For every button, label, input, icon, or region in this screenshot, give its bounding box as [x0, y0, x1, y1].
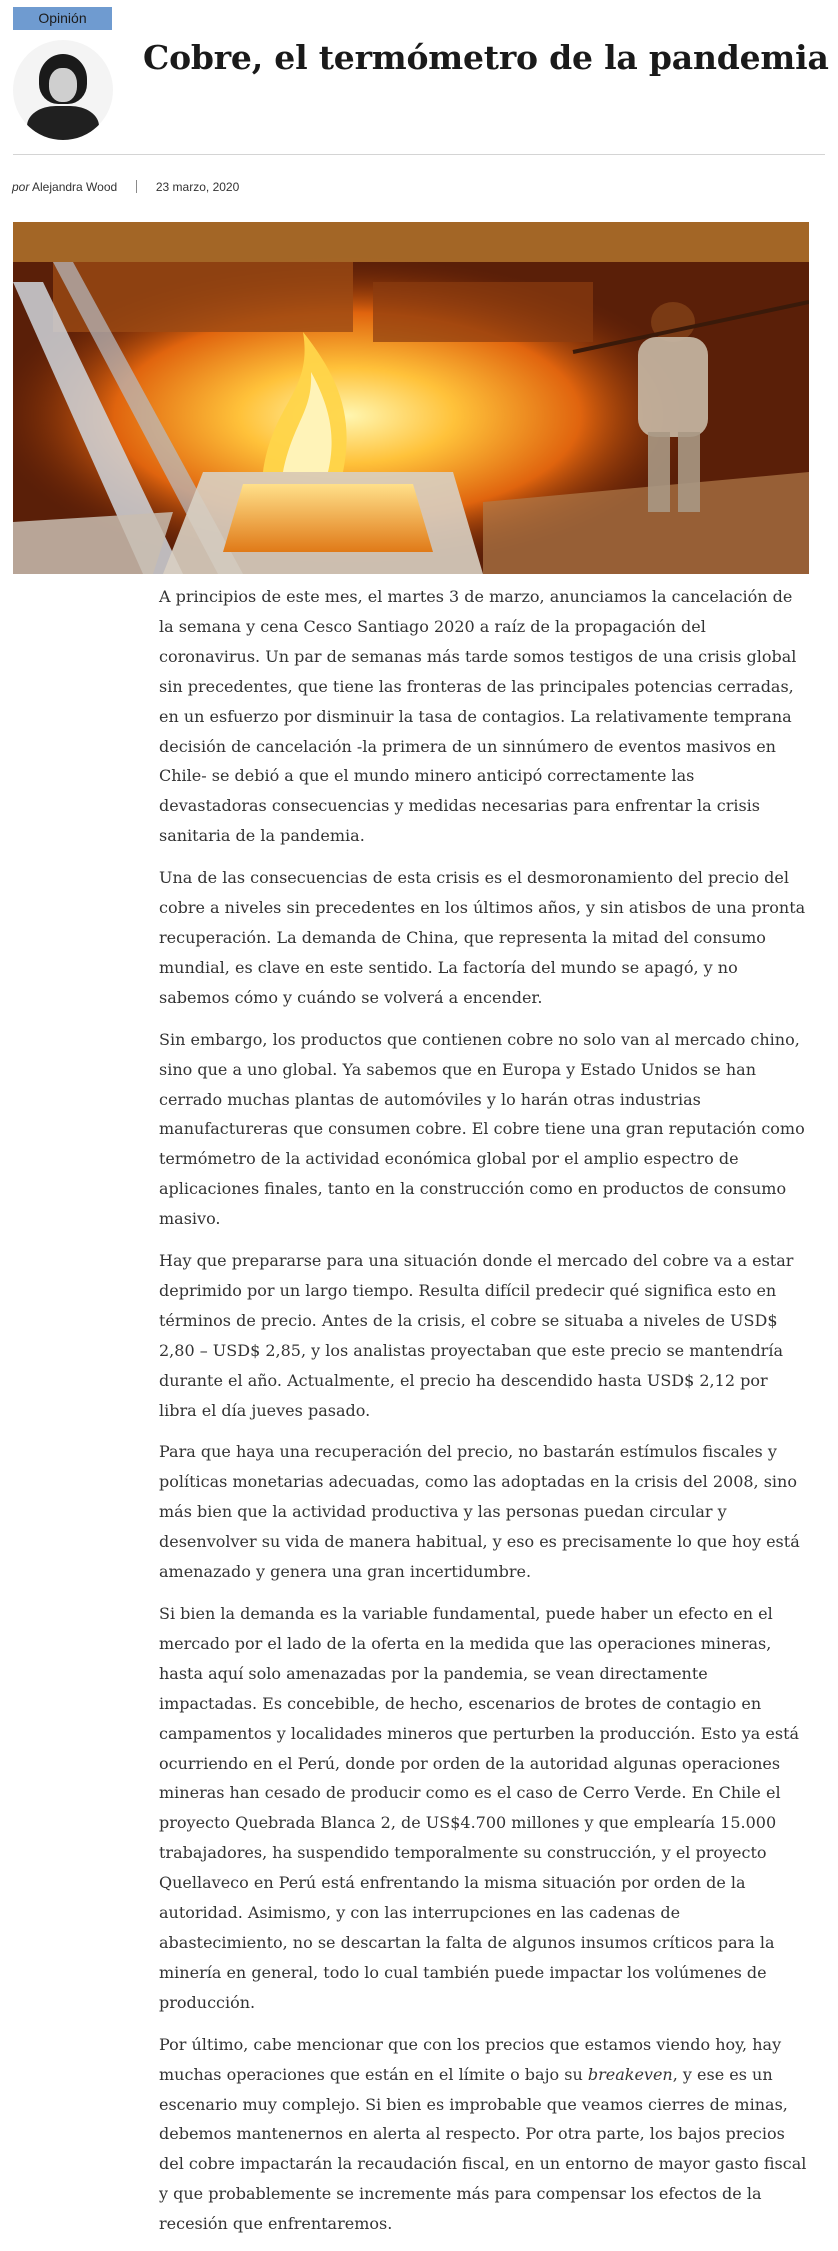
byline-separator [136, 180, 137, 193]
breakeven-term: breakeven [587, 2064, 673, 2084]
article-title: Cobre, el termómetro de la pandemia [143, 38, 829, 77]
category-tag[interactable]: Opinión [13, 7, 112, 30]
paragraph: Hay que prepararse para una situación donde el mercado del cobre va a estar deprimido por un largo tiempo. Resulta difícil predecir qué significa esto en términos de precio. Antes de la crisis, el cobre se situaba a niveles de USD$ 2,80 – USD$ 2,85, y los analistas proyectaban que este precio se mantendría durante el año. Actualmente, el precio ha descendido hasta USD$ 2,12 por libra el día jueves pasado. [159, 1251, 794, 1420]
hero-image [13, 222, 809, 574]
paragraph: Para que haya una recuperación del precio, no bastarán estímulos fiscales y políticas monetarias adecuadas, como las adoptadas en la crisis del 2008, sino más bien que la actividad productiva y las personas puedan circular y desenvolver su vida de manera habitual, y eso es precisamente lo que hoy está amenazado y genera una gran incertidumbre. [159, 1442, 800, 1582]
paragraph: Si bien la demanda es la variable fundamental, puede haber un efecto en el mercado por el lado de la oferta en la medida que las operaciones mineras, hasta aquí solo amenazadas por la pandemia, se vean directamente impactadas. Es concebible, de hecho, escenarios de brotes de contagio en campamentos y localidades mineros que perturben la producción. Esto ya está ocurriendo en el Perú, donde por orden de la autoridad algunas operaciones mineras han cesado de producir como es el caso de Cerro Verde. En Chile el proyecto Quebrada Blanca 2, de US$4.700 millones y que emplearía 15.000 trabajadores, ha suspendido temporalmente su construcción, y el proyecto Quellaveco en Perú está enfrentando la misma situación por orden de la autoridad. Asimismo, y con las interrupciones en las cadenas de abastecimiento, no se descartan la falta de algunos insumos críticos para la minería en general, todo lo cual también puede impactar los volúmenes de producción. [159, 1604, 800, 2012]
avatar-body [27, 106, 99, 140]
paragraph: Sin embargo, los productos que contienen cobre no solo van al mercado chino, sino que a uno global. Ya sabemos que en Europa y Estado Unidos se han cerrado muchas plantas de automóviles y lo harán otras industrias manufactureras que consumen cobre. El cobre tiene una gran reputación como termómetro de la actividad económica global por el amplio espectro de aplicaciones finales, tanto en la construcción como en productos de consumo masivo. [159, 1029, 805, 1229]
article-body [159, 582, 807, 2251]
avatar-face [49, 68, 77, 102]
paragraph: Una de las consecuencias de esta crisis es el desmoronamiento del precio del cobre a niveles sin precedentes en los últimos años, y sin atisbos de una pronta recuperación. La demanda de China, que representa la mitad del consumo mundial, es clave en este sentido. La factoría del mundo se apagó, y no sabemos cómo y cuándo se volverá a encender. [159, 868, 806, 1007]
byline [12, 180, 239, 194]
paragraph-text: Por último, cabe mencionar que con los precios que estamos viendo hoy, hay muchas operaciones que están en el límite o bajo su [159, 2034, 782, 2084]
author-avatar [13, 40, 113, 140]
header-divider [13, 154, 825, 155]
paragraph-text: , y ese es un escenario muy complejo. Si bien es improbable que veamos cierres de minas, debemos mantenernos en alerta al respecto. Por otra parte, los bajos precios del cobre impactarán la recaudación fiscal, en un entorno de mayor gasto fiscal y que probablemente se incremente más para compensar los efectos de la recesión que enfrentaremos. [159, 2064, 807, 2234]
publish-date: 23 marzo, 2020 [155, 180, 240, 194]
copper-smelter-photo-icon [13, 222, 809, 574]
paragraph: A principios de este mes, el martes 3 de marzo, anunciamos la cancelación de la semana y cena Cesco Santiago 2020 a raíz de la propagación del coronavirus. Un par de semanas más tarde somos testigos de una crisis global sin precedentes, que tiene las fronteras de las principales potencias cerradas, en un esfuerzo por disminuir la tasa de contagios. La relativamente temprana decisión de cancelación -la primera de un sinnúmero de eventos masivos en Chile- se debió a que el mundo minero anticipó correctamente las devastadoras consecuencias y medidas necesarias para enfrentar la crisis sanitaria de la pandemia. [159, 587, 797, 846]
author-name[interactable]: Alejandra Wood [32, 180, 118, 194]
byline-prefix: por [12, 180, 30, 194]
paragraph [159, 2030, 807, 2239]
